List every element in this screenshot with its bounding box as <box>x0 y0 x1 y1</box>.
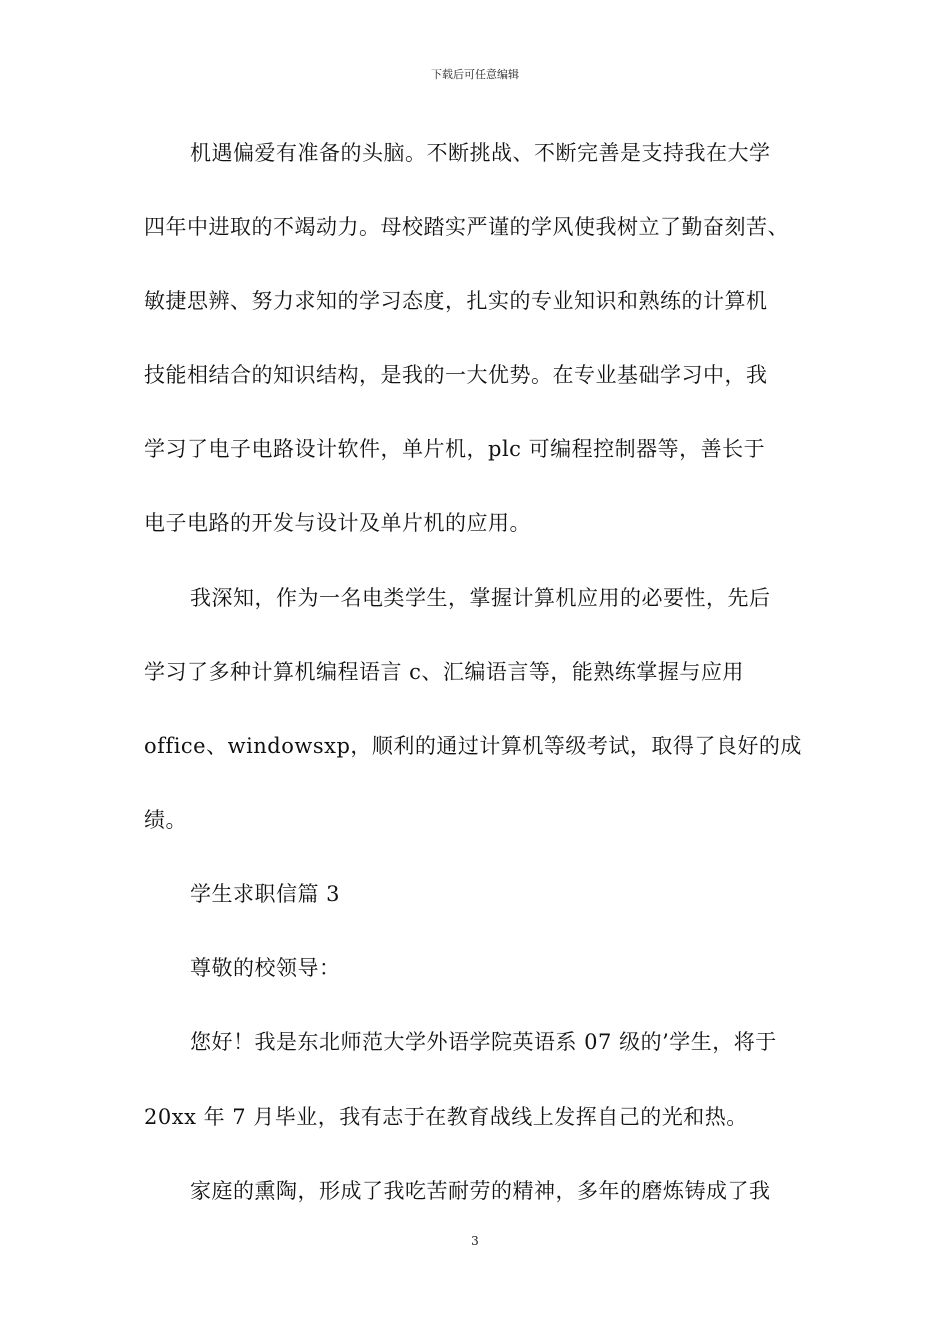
paragraph-line: 我深知，作为一名电类学生，掌握计算机应用的必要性，先后 <box>190 586 771 610</box>
page-number: 3 <box>471 1234 479 1248</box>
salutation: 尊敬的校领导： <box>190 956 341 980</box>
paragraph-line: 家庭的熏陶，形成了我吃苦耐劳的精神，多年的磨炼铸成了我 <box>190 1179 771 1203</box>
section-heading: 学生求职信篇 3 <box>190 882 341 906</box>
paragraph-line: office、windowsxp，顺利的通过计算机等级考试，取得了良好的成 <box>144 734 802 758</box>
page-header: 下载后可任意编辑 <box>431 68 519 81</box>
paragraph-line: 敏捷思辨、努力求知的学习态度，扎实的专业知识和熟练的计算机 <box>144 289 768 313</box>
paragraph-line: 绩。 <box>144 808 187 832</box>
paragraph-line: 电子电路的开发与设计及单片机的应用。 <box>144 511 531 535</box>
paragraph-line: 技能相结合的知识结构，是我的一大优势。在专业基础学习中，我 <box>144 363 768 387</box>
paragraph-line: 学习了多种计算机编程语言 c、汇编语言等，能熟练掌握与应用 <box>144 660 744 684</box>
paragraph-line: 20xx 年 7 月毕业，我有志于在教育战线上发挥自己的光和热。 <box>144 1105 748 1129</box>
paragraph-line: 四年中进取的不竭动力。母校踏实严谨的学风使我树立了勤奋刻苦、 <box>144 215 789 239</box>
paragraph-line: 学习了电子电路设计软件，单片机，plc 可编程控制器等，善长于 <box>144 437 766 461</box>
paragraph-line: 机遇偏爱有准备的头脑。不断挑战、不断完善是支持我在大学 <box>190 141 771 165</box>
paragraph-line: 您好！我是东北师范大学外语学院英语系 07 级的’学生，将于 <box>190 1030 777 1054</box>
